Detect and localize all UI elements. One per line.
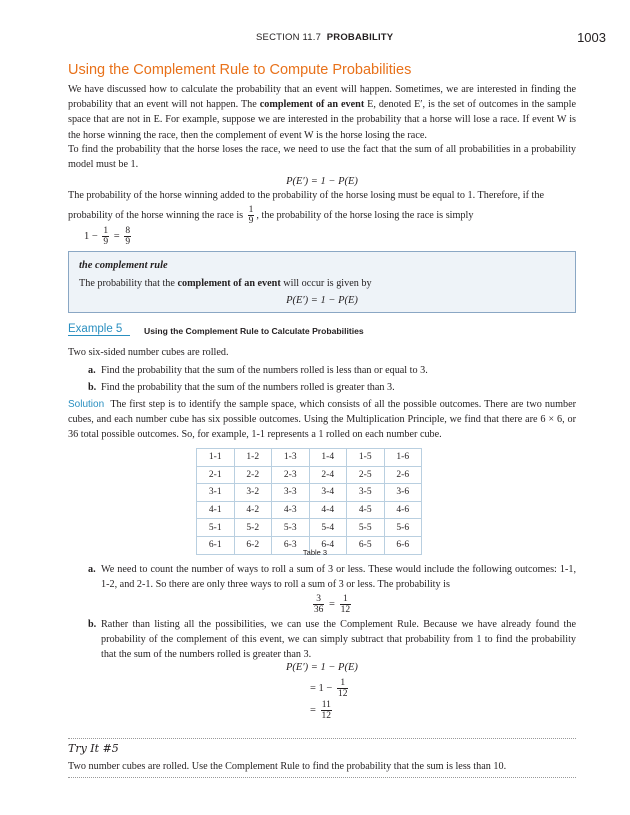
rule-box-title: the complement rule xyxy=(79,260,168,271)
frac-den: 9 xyxy=(248,216,254,227)
line2-fraction xyxy=(337,678,349,699)
answer-a-f2-den: 12 xyxy=(340,605,351,615)
try-it-divider-bottom xyxy=(68,777,576,778)
example-label: Example 5 xyxy=(68,323,130,336)
complement-rule-box xyxy=(68,251,576,313)
table-cell: 1-1 xyxy=(197,449,235,467)
table-cell: 4-3 xyxy=(272,501,310,519)
table-cell: 6-6 xyxy=(384,536,422,554)
page-number: 1003 xyxy=(577,30,606,45)
equation-horse-losing xyxy=(84,226,576,247)
table-cell: 6-5 xyxy=(347,536,385,554)
line2-lead: = 1 − xyxy=(310,682,333,694)
table-row xyxy=(197,466,422,484)
example-part-b xyxy=(88,380,395,395)
paragraph-2-text: To find the probability that the horse loses the race, we need to use the fact that the sum of all probabilities in a probability model must be 1. xyxy=(68,144,576,171)
rule-box-text xyxy=(79,278,372,289)
answer-a-f2-num: 1 xyxy=(340,594,352,605)
frac-num: 1 xyxy=(248,205,254,216)
table-cell: 3-1 xyxy=(197,484,235,502)
equation-1: P(E′) = 1 − P(E) xyxy=(286,176,358,187)
answer-a-f1-den: 36 xyxy=(313,605,324,615)
table-cell: 4-1 xyxy=(197,501,235,519)
table-cell: 5-1 xyxy=(197,519,235,537)
answer-a-f1-num: 3 xyxy=(313,594,325,605)
table-cell: 4-2 xyxy=(234,501,272,519)
paragraph-2 xyxy=(68,142,576,172)
table-cell: 2-1 xyxy=(197,466,235,484)
line2-den: 12 xyxy=(337,689,348,699)
example-header xyxy=(68,323,576,341)
table-cell: 4-5 xyxy=(347,501,385,519)
table-cell: 5-3 xyxy=(272,519,310,537)
rule-box-equation: P(E′) = 1 − P(E) xyxy=(286,295,358,306)
table-row xyxy=(197,519,422,537)
table-cell: 5-6 xyxy=(384,519,422,537)
eq-fraction-2 xyxy=(124,226,131,247)
answer-a-equation xyxy=(88,594,576,615)
answer-a-label: a. xyxy=(88,564,96,575)
table-cell: 1-3 xyxy=(272,449,310,467)
table-cell: 3-6 xyxy=(384,484,422,502)
table-cell: 3-2 xyxy=(234,484,272,502)
table-row xyxy=(197,501,422,519)
eq-f2-num: 8 xyxy=(125,226,131,237)
answer-a-text: We need to count the number of ways to roll a sum of 3 or less. These would include the following outcomes: 1-1, 1-2, and 2-1. So there are only three ways to roll a sum of 3 or less. The probability is xyxy=(101,564,576,590)
table-cell: 6-2 xyxy=(234,536,272,554)
answer-b xyxy=(88,617,576,662)
section-number: SECTION 11.7 xyxy=(256,32,322,43)
table-caption: Table 3 xyxy=(302,548,328,557)
example-part-a xyxy=(88,363,428,378)
outcomes-table xyxy=(196,448,422,555)
fraction-one-ninth xyxy=(248,205,255,226)
answer-b-equation-line-3 xyxy=(310,700,334,721)
paragraph-3-line-1: The probability of the horse winning added to the probability of the horse losing must be equal to 1. Therefore, if the xyxy=(68,190,544,201)
eq-f2-den: 9 xyxy=(125,237,131,248)
paragraph-3-text-3: , the probability of the horse losing the race is simply xyxy=(256,210,474,222)
table-row xyxy=(197,449,422,467)
table-cell: 6-3 xyxy=(272,536,310,554)
eq-lead: 1 − xyxy=(84,231,98,243)
intro-bold-term: complement of an event xyxy=(259,99,365,111)
line3-den: 12 xyxy=(321,711,332,721)
table-cell: 1-4 xyxy=(309,449,347,467)
eq-equals: = xyxy=(113,231,120,243)
table-cell: 1-6 xyxy=(384,449,422,467)
table-cell: 5-2 xyxy=(234,519,272,537)
intro-text-1: We have discussed how to calculate the probability that an event will happen. Sometimes, we are interested in finding the probability that an event will not happen. The xyxy=(68,84,576,111)
table-cell: 2-5 xyxy=(347,466,385,484)
rule-bold-term: complement of an event xyxy=(177,278,281,289)
table-cell: 3-4 xyxy=(309,484,347,502)
solution-text: The first step is to identify the sample space, which consists of all the possible outcomes. There are two number cubes, and each number cube has six possible outcomes. Using the Multiplication Principle, we find that there are 6 × 6, or 36 total possible outcomes. So, for example, 1-1 represents a 1 rolled on each number cube. xyxy=(68,399,577,441)
try-it-divider-top xyxy=(68,738,576,739)
rule-text-1: The probability that the xyxy=(79,278,178,289)
table-cell: 6-4 xyxy=(309,536,347,554)
solution-label: Solution xyxy=(68,399,105,410)
intro-text-2: E, denoted E′, is the set of outcomes in the sample space that are not in E. For example, suppose we are interested in the probability that a horse will lose a race. If event W is the horse winning the race, then the complement of event W is the horse losing the race. xyxy=(68,99,576,141)
table-cell: 2-3 xyxy=(272,466,310,484)
example-prompt: Two six-sided number cubes are rolled. xyxy=(68,347,229,358)
intro-paragraph xyxy=(68,82,576,143)
table-row xyxy=(197,484,422,502)
try-it-text: Two number cubes are rolled. Use the Complement Rule to find the probability that the sum is less than 10. xyxy=(68,761,507,772)
part-a-text: Find the probability that the sum of the numbers rolled is less than or equal to 3. xyxy=(101,365,428,376)
example-title: Using the Complement Rule to Calculate Probabilities xyxy=(144,326,364,336)
answer-b-equation-line-1: P(E′) = 1 − P(E) xyxy=(286,662,358,673)
part-a-label: a. xyxy=(88,365,96,376)
part-b-label: b. xyxy=(88,382,97,393)
eq-fraction-1 xyxy=(102,226,109,247)
answer-a xyxy=(88,562,576,615)
paragraph-3 xyxy=(68,188,576,247)
part-b-text: Find the probability that the sum of the numbers rolled is greater than 3. xyxy=(101,382,395,393)
solution-paragraph xyxy=(68,397,576,443)
answer-a-equals: = xyxy=(329,598,335,610)
eq-f1-den: 9 xyxy=(103,237,109,248)
table-cell: 2-4 xyxy=(309,466,347,484)
table-cell: 5-5 xyxy=(347,519,385,537)
try-it-title: Try It #5 xyxy=(68,742,119,755)
answer-a-frac-1 xyxy=(313,594,325,615)
line3-fraction xyxy=(321,700,333,721)
section-topic: PROBABILITY xyxy=(326,32,394,43)
answer-a-frac-2 xyxy=(340,594,352,615)
answer-b-label: b. xyxy=(88,619,97,630)
table-cell: 3-3 xyxy=(272,484,310,502)
line3-lead: = xyxy=(310,704,316,716)
section-label xyxy=(256,32,393,43)
eq-f1-num: 1 xyxy=(103,226,109,237)
answer-b-text: Rather than listing all the possibilities, we can use the Complement Rule. Because we have already found the probability of the complement of this event, we can simply subtract that probability from 1 to find the probability that the sum of the numbers rolled is greater than 3. xyxy=(101,619,576,660)
table-cell: 4-4 xyxy=(309,501,347,519)
line3-num: 11 xyxy=(321,700,331,710)
table-cell: 5-4 xyxy=(309,519,347,537)
table-cell: 2-6 xyxy=(384,466,422,484)
table-cell: 2-2 xyxy=(234,466,272,484)
table-cell: 3-5 xyxy=(347,484,385,502)
paragraph-3-text-2: probability of the horse winning the race is xyxy=(68,210,244,222)
table-cell: 1-5 xyxy=(347,449,385,467)
table-cell: 6-1 xyxy=(197,536,235,554)
running-head xyxy=(0,30,630,46)
section-title: Using the Complement Rule to Compute Probabilities xyxy=(68,62,412,78)
table-cell: 4-6 xyxy=(384,501,422,519)
table-cell: 1-2 xyxy=(234,449,272,467)
rule-text-2: will occur is given by xyxy=(280,278,372,289)
line2-num: 1 xyxy=(337,678,349,689)
answer-b-equation-line-2 xyxy=(310,678,350,699)
